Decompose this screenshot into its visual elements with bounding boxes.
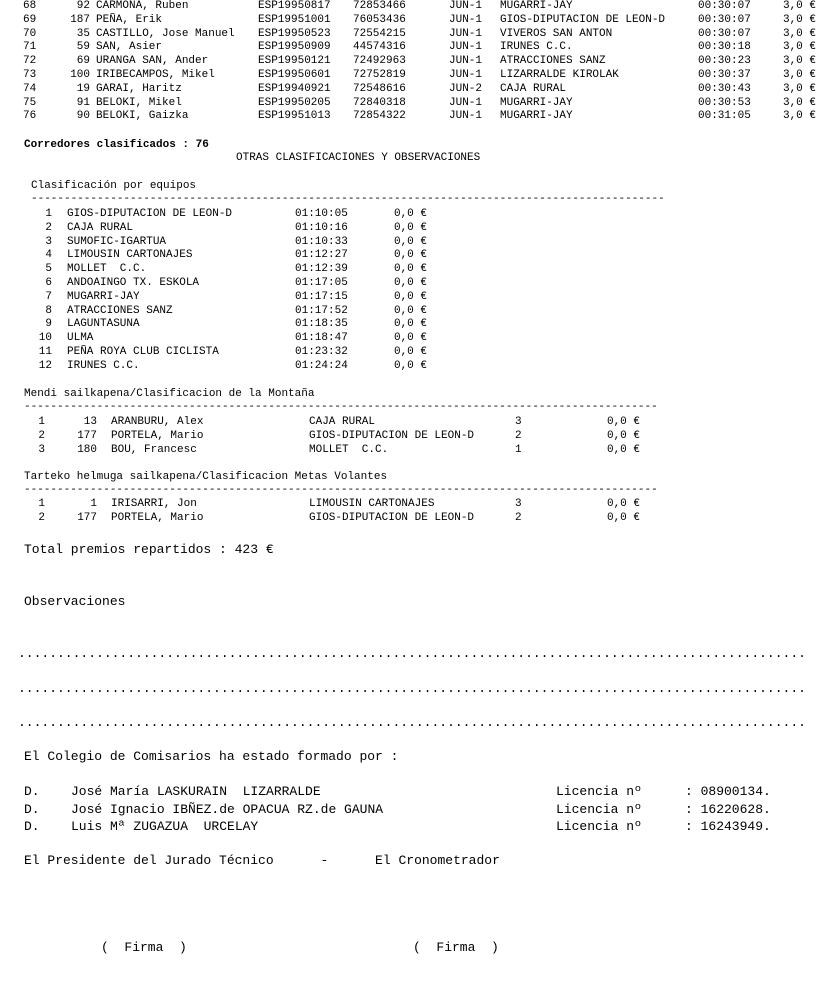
- team-time: 01:17:05: [295, 277, 348, 289]
- observation-line-1: .....................................................................................................: [18, 646, 806, 661]
- result-time: 00:30:23: [698, 55, 751, 68]
- result-license: 72752819: [353, 69, 406, 81]
- result-time: 00:30:07: [698, 27, 751, 40]
- sprint-prize: 0,0 €: [606, 498, 640, 510]
- result-position: 73: [23, 69, 37, 81]
- result-rider-name: SAN, Asier: [96, 41, 163, 54]
- result-position: 68: [23, 0, 37, 12]
- observation-line-2: .....................................................................................................: [18, 681, 806, 696]
- result-row: [0, 69, 840, 83]
- mountain-points: 3: [515, 416, 522, 428]
- result-license: 72548616: [353, 82, 406, 95]
- result-row: [0, 110, 840, 124]
- result-team: IRUNES C.C.: [500, 41, 573, 54]
- mountain-team: CAJA RURAL: [309, 416, 376, 428]
- mountain-position: 1: [38, 416, 45, 428]
- result-time: 00:31:05: [698, 110, 751, 123]
- team-prize: 0,0 €: [393, 304, 427, 317]
- result-rider-name: PEÑA, Erik: [96, 13, 163, 26]
- result-rider-name: BELOKI, Mikel: [96, 96, 182, 109]
- team-position: 2: [45, 221, 52, 234]
- team-position: 12: [38, 359, 52, 372]
- team-time: 01:12:27: [295, 249, 348, 262]
- mountain-position: 3: [38, 443, 45, 456]
- result-position: 71: [23, 41, 37, 54]
- team-prize: 0,0 €: [393, 318, 427, 331]
- result-prize: 3,0 €: [782, 55, 816, 68]
- result-uci-code: ESP19951001: [258, 13, 331, 26]
- commissioner-prefix: D.: [24, 801, 40, 817]
- mountain-divider: ------------------------------------------------------------------------------------------------: [24, 401, 658, 413]
- result-team: MUGARRI-JAY: [500, 96, 573, 109]
- result-category: JUN-1: [449, 27, 483, 40]
- mountain-prize: 0,0 €: [606, 429, 640, 442]
- result-license: 44574316: [353, 41, 406, 54]
- team-position: 6: [45, 277, 52, 289]
- team-position: 9: [45, 318, 52, 331]
- sprint-row: [0, 498, 840, 512]
- team-time: 01:18:35: [295, 318, 348, 331]
- team-row: [0, 318, 840, 332]
- sprint-points: 3: [515, 498, 522, 510]
- mountain-rider-name: PORTELA, Mario: [111, 429, 204, 442]
- result-time: 00:30:18: [698, 41, 751, 54]
- team-prize: 0,0 €: [393, 263, 427, 276]
- team-prize: 0,0 €: [393, 277, 427, 289]
- mountain-prize: 0,0 €: [606, 416, 640, 428]
- mountain-team: MOLLET C.C.: [309, 443, 389, 456]
- result-category: JUN-1: [449, 0, 483, 12]
- team-row: [0, 332, 840, 346]
- signatures-line: El Presidente del Jurado Técnico - El Cronometrador: [24, 853, 500, 868]
- result-prize: 3,0 €: [782, 96, 816, 109]
- commissioner-license-label: Licencia nº: [556, 801, 642, 817]
- team-row: [0, 208, 840, 222]
- team-name: ULMA: [67, 332, 94, 345]
- team-prize: 0,0 €: [393, 290, 427, 303]
- sprint-points: 2: [515, 511, 522, 524]
- team-position: 8: [45, 304, 52, 317]
- result-dorsal: 35: [76, 27, 90, 40]
- team-row: [0, 263, 840, 277]
- result-rider-name: CARMONA, Ruben: [96, 0, 189, 12]
- team-name: MOLLET C.C.: [67, 263, 147, 276]
- result-team: ATRACCIONES SANZ: [500, 55, 606, 68]
- result-prize: 3,0 €: [782, 27, 816, 40]
- result-team: MUGARRI-JAY: [500, 110, 573, 123]
- result-team: CAJA RURAL: [500, 82, 567, 95]
- result-time: 00:30:07: [698, 0, 751, 12]
- result-position: 76: [23, 110, 37, 123]
- team-time: 01:10:33: [295, 235, 348, 248]
- team-prize: 0,0 €: [393, 221, 427, 234]
- sprint-team: LIMOUSIN CARTONAJES: [309, 498, 435, 510]
- sprint-rider-name: PORTELA, Mario: [111, 511, 204, 524]
- result-license: 72554215: [353, 27, 406, 40]
- mountain-dorsal: 177: [77, 429, 97, 442]
- team-name: ANDOAINGO TX. ESKOLA: [67, 277, 200, 289]
- team-time: 01:12:39: [295, 263, 348, 276]
- result-license: 72854322: [353, 110, 406, 123]
- team-prize: 0,0 €: [393, 235, 427, 248]
- team-time: 01:17:15: [295, 290, 348, 303]
- signature-left: ( Firma ): [101, 940, 187, 955]
- sprint-row: [0, 512, 840, 526]
- result-row: [0, 83, 840, 97]
- team-row: [0, 305, 840, 319]
- result-row: [0, 55, 840, 69]
- team-time: 01:17:52: [295, 304, 348, 317]
- sprint-prize: 0,0 €: [606, 511, 640, 524]
- result-position: 74: [23, 82, 37, 95]
- team-prize: 0,0 €: [393, 249, 427, 262]
- observations-title: Observaciones: [24, 594, 126, 609]
- result-category: JUN-1: [449, 96, 483, 109]
- result-dorsal: 19: [76, 82, 90, 95]
- result-time: 00:30:07: [698, 13, 751, 26]
- classified-count: Corredores clasificados : 76: [24, 139, 209, 151]
- result-license: 72492963: [353, 55, 406, 68]
- mountain-team: GIOS-DIPUTACION DE LEON-D: [309, 429, 475, 442]
- result-rider-name: GARAI, Haritz: [96, 82, 182, 95]
- commissioner-prefix: D.: [24, 784, 40, 799]
- team-prize: 0,0 €: [393, 359, 427, 372]
- result-prize: 3,0 €: [782, 13, 816, 26]
- team-prize: 0,0 €: [393, 208, 427, 220]
- team-position: 10: [38, 332, 52, 345]
- team-name: CAJA RURAL: [67, 221, 134, 234]
- result-prize: 3,0 €: [782, 41, 816, 54]
- commissioner-license-value: : 16220628.: [685, 801, 771, 817]
- result-row: [0, 0, 840, 14]
- commissioner-license-value: : 08900134.: [685, 784, 771, 799]
- sprint-position: 1: [38, 498, 45, 510]
- mountain-prize: 0,0 €: [606, 443, 640, 456]
- result-category: JUN-2: [449, 82, 483, 95]
- team-position: 5: [45, 263, 52, 276]
- result-category: JUN-1: [449, 110, 483, 123]
- sprint-dorsal: 1: [90, 498, 97, 510]
- team-position: 3: [45, 235, 52, 248]
- result-license: 72853466: [353, 0, 406, 12]
- result-position: 75: [23, 96, 37, 109]
- result-uci-code: ESP19950523: [258, 27, 331, 40]
- total-prizes: Total premios repartidos : 423 €: [24, 542, 274, 557]
- mountain-dorsal: 13: [83, 416, 97, 428]
- result-license: 72840318: [353, 96, 406, 109]
- commissioner-name: José Ignacio IBÑEZ.de OPACUA RZ.de GAUNA: [71, 801, 384, 817]
- observation-line-3: .....................................................................................................: [18, 715, 806, 730]
- team-time: 01:24:24: [295, 359, 348, 372]
- result-position: 70: [23, 27, 37, 40]
- mountain-rider-name: ARANBURU, Alex: [111, 416, 204, 428]
- result-row: [0, 14, 840, 28]
- commissioner-prefix: D.: [24, 819, 40, 834]
- mountain-title: Mendi sailkapena/Clasificacion de la Montaña: [24, 388, 315, 400]
- result-prize: 3,0 €: [782, 110, 816, 123]
- mountain-points: 1: [515, 443, 522, 456]
- sprint-position: 2: [38, 511, 45, 524]
- result-prize: 3,0 €: [782, 0, 816, 12]
- team-row: [0, 291, 840, 305]
- teams-divider: ------------------------------------------------------------------------------------------------: [31, 193, 665, 205]
- result-uci-code: ESP19950601: [258, 69, 331, 81]
- mountain-points: 2: [515, 429, 522, 442]
- result-position: 69: [23, 13, 37, 26]
- mountain-rider-name: BOU, Francesc: [111, 443, 197, 456]
- team-name: PEÑA ROYA CLUB CICLISTA: [67, 346, 219, 358]
- result-dorsal: 59: [76, 41, 90, 54]
- result-dorsal: 92: [76, 0, 90, 12]
- result-time: 00:30:43: [698, 82, 751, 95]
- sprints-divider: ------------------------------------------------------------------------------------------------: [24, 484, 658, 496]
- team-position: 4: [45, 249, 52, 262]
- sprint-rider-name: IRISARRI, Jon: [111, 498, 197, 510]
- result-uci-code: ESP19951013: [258, 110, 331, 123]
- result-rider-name: CASTILLO, Jose Manuel: [96, 27, 235, 40]
- result-prize: 3,0 €: [782, 69, 816, 81]
- team-row: [0, 277, 840, 291]
- result-category: JUN-1: [449, 41, 483, 54]
- result-license: 76053436: [353, 13, 406, 26]
- sprints-title: Tarteko helmuga sailkapena/Clasificacion Metas Volantes: [24, 471, 388, 483]
- commissioner-name: José María LASKURAIN LIZARRALDE: [71, 784, 321, 799]
- team-position: 7: [45, 290, 52, 303]
- other-classifications-title: OTRAS CLASIFICACIONES Y OBSERVACIONES: [236, 152, 481, 164]
- result-team: LIZARRALDE KIROLAK: [500, 69, 619, 81]
- result-rider-name: BELOKI, Gaizka: [96, 110, 189, 123]
- signature-right: ( Firma ): [413, 940, 499, 955]
- team-prize: 0,0 €: [393, 346, 427, 358]
- mountain-row: [0, 416, 840, 430]
- team-prize: 0,0 €: [393, 332, 427, 345]
- team-name: SUMOFIC-IGARTUA: [67, 235, 167, 248]
- result-dorsal: 100: [70, 69, 90, 81]
- result-prize: 3,0 €: [782, 82, 816, 95]
- commissioner-license-value: : 16243949.: [685, 819, 771, 834]
- result-dorsal: 187: [70, 13, 90, 26]
- team-row: [0, 346, 840, 360]
- result-time: 00:30:37: [698, 69, 751, 81]
- team-name: LIMOUSIN CARTONAJES: [67, 249, 193, 262]
- team-row: [0, 360, 840, 374]
- sprint-team: GIOS-DIPUTACION DE LEON-D: [309, 511, 475, 524]
- result-team: VIVEROS SAN ANTON: [500, 27, 613, 40]
- team-name: LAGUNTASUNA: [67, 318, 140, 331]
- result-team: GIOS-DIPUTACION DE LEON-D: [500, 13, 666, 26]
- result-row: [0, 28, 840, 42]
- result-team: MUGARRI-JAY: [500, 0, 573, 12]
- result-uci-code: ESP19950909: [258, 41, 331, 54]
- team-name: IRUNES C.C.: [67, 359, 140, 372]
- result-row: [0, 41, 840, 55]
- teams-title: Clasificación por equipos: [31, 180, 197, 192]
- mountain-row: [0, 444, 840, 458]
- result-position: 72: [23, 55, 37, 68]
- team-name: MUGARRI-JAY: [67, 290, 140, 303]
- commissioner-name: Luis Mª ZUGAZUA URCELAY: [71, 819, 259, 834]
- sprint-dorsal: 177: [77, 511, 97, 524]
- result-category: JUN-1: [449, 13, 483, 26]
- result-time: 00:30:53: [698, 96, 751, 109]
- result-rider-name: IRIBECAMPOS, Mikel: [96, 69, 215, 81]
- team-time: 01:18:47: [295, 332, 348, 345]
- result-category: JUN-1: [449, 55, 483, 68]
- mountain-row: [0, 430, 840, 444]
- result-uci-code: ESP19950121: [258, 55, 331, 68]
- team-name: GIOS-DIPUTACION DE LEON-D: [67, 208, 233, 220]
- team-row: [0, 249, 840, 263]
- result-uci-code: ESP19940921: [258, 82, 331, 95]
- mountain-dorsal: 180: [77, 443, 97, 456]
- result-uci-code: ESP19950817: [258, 0, 331, 12]
- result-row: [0, 97, 840, 111]
- result-dorsal: 91: [76, 96, 90, 109]
- team-row: [0, 236, 840, 250]
- team-position: 1: [45, 208, 52, 220]
- result-dorsal: 90: [76, 110, 90, 123]
- team-row: [0, 222, 840, 236]
- team-time: 01:23:32: [295, 346, 348, 358]
- mountain-position: 2: [38, 429, 45, 442]
- team-name: ATRACCIONES SANZ: [67, 304, 173, 317]
- commissioner-license-label: Licencia nº: [556, 819, 642, 834]
- college-title: El Colegio de Comisarios ha estado formado por :: [24, 749, 399, 764]
- team-time: 01:10:05: [295, 208, 348, 220]
- result-uci-code: ESP19950205: [258, 96, 331, 109]
- result-category: JUN-1: [449, 69, 483, 81]
- team-time: 01:10:16: [295, 221, 348, 234]
- team-position: 11: [38, 346, 52, 358]
- result-rider-name: URANGA SAN, Ander: [96, 55, 209, 68]
- commissioner-license-label: Licencia nº: [556, 784, 642, 799]
- result-dorsal: 69: [76, 55, 90, 68]
